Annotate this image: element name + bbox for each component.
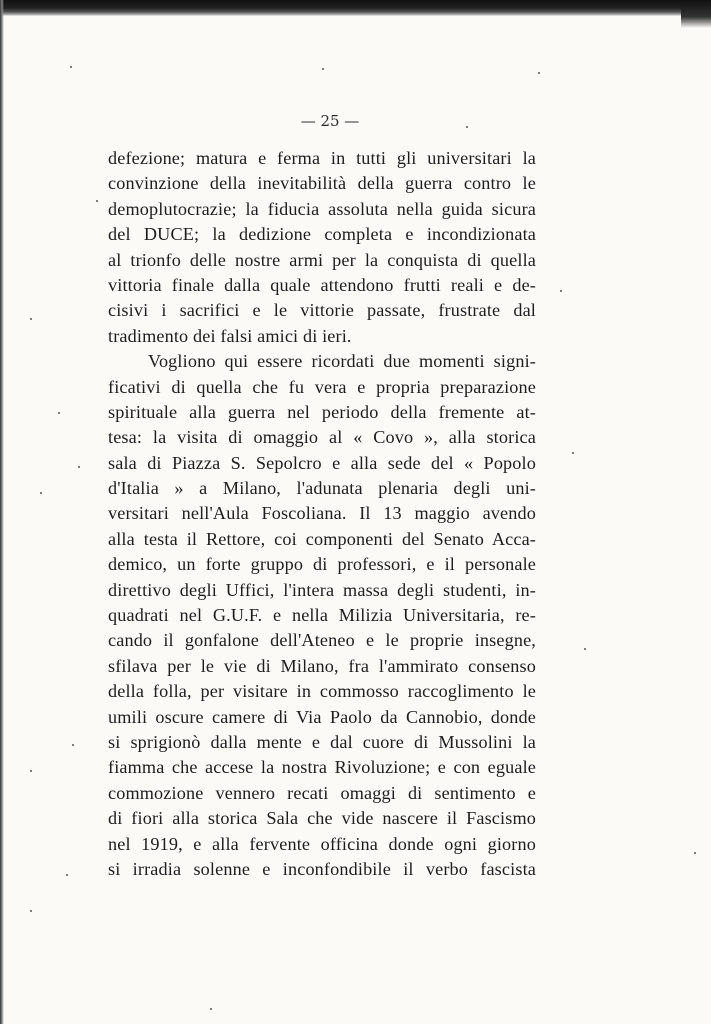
scan-speck [210,1008,212,1010]
scan-speck [466,126,468,128]
text-line: versitari nell'Aula Foscoliana. Il 13 maggio avendo [108,503,536,524]
text-line: al trionfo delle nostre armi per la conquista di quella [108,249,536,270]
scan-speck [70,66,72,68]
text-line: spirituale alla guerra nel periodo della fremente at- [108,401,536,422]
text-line: sala di Piazza S. Sepolcro e alla sede del « Popolo [108,452,536,473]
text-line: alla testa il Rettore, coi componenti del Senato Acca- [108,528,536,549]
page-number: — 25 — [300,112,360,130]
text-line: di fiori alla storica Sala che vide nascere il Fascismo [108,808,536,829]
text-line: si irradia solenne e inconfondibile il verbo fascista [108,858,536,879]
scan-speck [572,452,574,454]
text-line: direttivo degli Uffici, l'intera massa degli studenti, in- [108,579,536,600]
scan-speck [66,874,68,876]
text-line: nel 1919, e alla fervente officina donde ogni giorno [108,833,536,854]
scan-speck [40,492,42,494]
text-line: ficativi di quella che fu vera e propria preparazione [108,376,536,397]
text-line: cando il gonfalone dell'Ateneo e le proprie insegne, [108,630,536,651]
scan-speck [538,72,540,74]
text-line: tradimento dei falsi amici di ieri. [108,325,352,346]
scan-left-edge [0,0,4,1024]
scan-speck [694,852,696,854]
text-line: convinzione della inevitabilità della guerra contro le [108,173,536,194]
scan-speck [58,412,60,414]
text-line: sfilava per le vie di Milano, fra l'ammirato consenso [108,655,536,676]
text-line: demico, un forte gruppo di professori, e il personale [108,554,536,575]
scan-speck [72,744,74,746]
text-line: della folla, per visitare in commosso raccoglimento le [108,681,536,702]
scan-speck [30,770,32,772]
text-line: Vogliono qui essere ricordati due momenti signi- [148,351,536,372]
text-line: defezione; matura e ferma in tutti gli universitari la [108,148,536,168]
text-line: commozione vennero recati omaggi di sentimento e [108,782,536,803]
body-text [108,146,536,882]
scan-speck [78,466,80,468]
text-line: cisivi i sacrifici e le vittorie passate, frustrate dal [108,300,536,321]
scan-speck [322,68,324,70]
text-line: fiamma che accese la nostra Rivoluzione; e con eguale [108,757,536,778]
text-line: umili oscure camere di Via Paolo da Cannobio, donde [108,706,536,727]
text-line: quadrati nel G.U.F. e nella Milizia Universitaria, re- [108,605,536,626]
scan-speck [584,648,586,650]
text-line: d'Italia » a Milano, l'adunata plenaria degli uni- [108,478,536,499]
text-line: si sprigionò dalla mente e dal cuore di Mussolini la [108,731,536,752]
text-line: vittoria finale dalla quale attendono frutti reali e de- [108,274,536,295]
scan-speck [560,290,562,292]
scan-speck [96,200,98,202]
scan-top-edge [0,0,711,16]
text-line: del DUCE; la dedizione completa e incondizionata [108,224,536,245]
text-line: demoplutocrazie; la fiducia assoluta nella guida sicura [108,198,536,219]
text-line: tesa: la visita di omaggio al « Covo », alla storica [108,427,536,448]
scan-speck [30,910,32,912]
scan-speck [30,318,32,320]
scan-corner-shadow [681,0,711,28]
